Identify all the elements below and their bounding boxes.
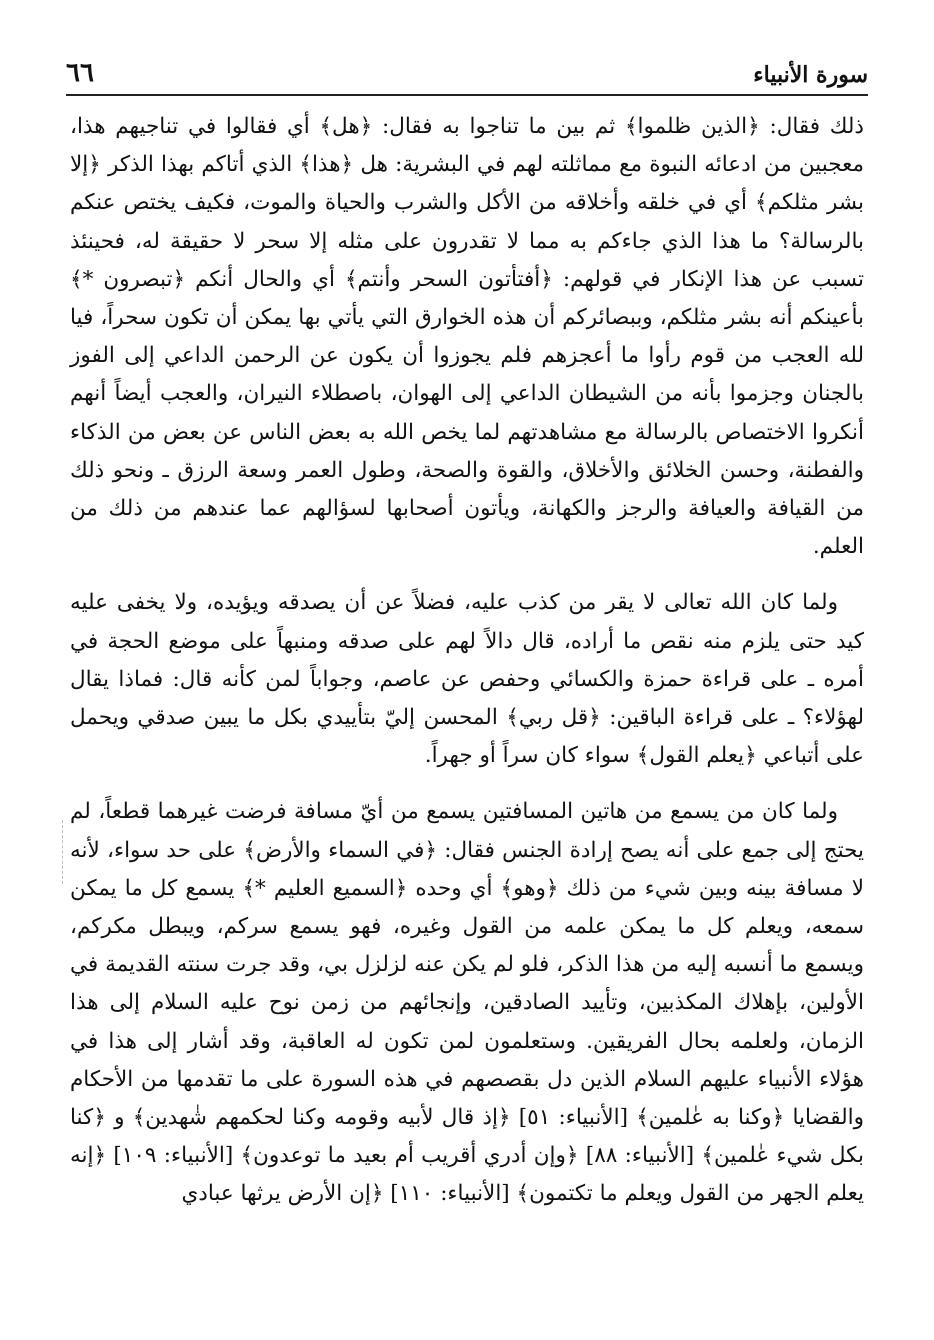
body-text bbox=[70, 108, 864, 1232]
surah-title: سورة الأنبياء bbox=[753, 62, 868, 88]
paragraph-3: ولما كان من يسمع من هاتين المسافتين يسمع من أيّ مسافة فرضت غيرهما قطعاً، لم يحتج إلى جمع على أنه يصح إرادة الجنس فقال: ﴿في السماء والأرض﴾ على حد سواء، لأنه لا مسافة بينه وبين شيء من ذلك ﴿وهو﴾ أي وحده ﴿السميع العليم *﴾ يسمع كل ما يمكن سمعه، ويعلم كل ما يمكن علمه من القول وغيره، فهو يسمع سركم، ويبطل مكركم، ويسمع ما أنسبه إليه من هذا الذكر، فلو لم يكن عنه لزلزل بي، وقد جرت سنته القديمة في الأولين، بإهلاك المكذبين، وتأييد الصادقين، وإنجائهم من زمن نوح عليه السلام إلى هذا الزمان، ولعلمه بحال الفريقين. وستعلمون لمن تكون له العاقبة، وقد أشار إلى هذا في هؤلاء الأنبياء عليهم السلام الذين دل بقصصهم في هذه السورة على ما تقدمها من الأحكام والقضايا ﴿وكنا به عٰلمين﴾ [الأنبياء: ٥١] ﴿إذ قال لأبيه وقومه وكنا لحكمهم شٰهدين﴾ و ﴿كنا بكل شيء عٰلمين﴾ [الأنبياء: ٨٨] ﴿وإن أدري أقريب أم بعيد ما توعدون﴾ [الأنبياء: ١٠٩] ﴿إنه يعلم الجهر من القول ويعلم ما تكتمون﴾ [الأنبياء: ١١٠] ﴿إن الأرض يرثها عبادي bbox=[70, 799, 864, 1207]
paragraph-1: ذلك فقال: ﴿الذين ظلموا﴾ ثم بين ما تناجوا به فقال: ﴿هل﴾ أي فقالوا في تناجيهم هذا، معجبين من ادعائه النبوة مع مماثلته لهم في البشرية: هل ﴿هذا﴾ الذي أتاكم بهذا الذكر ﴿إلا بشر مثلكم﴾ أي في خلقه وأخلاقه من الأكل والشرب والحياة والموت، فكيف يختص عنكم بالرسالة؟ ما هذا الذي جاءكم به مما لا تقدرون على مثله إلا سحر لا حقيقة له، فحينئذ تسبب عن هذا الإنكار في قولهم: ﴿أفتأتون السحر وأنتم﴾ أي والحال أنكم ﴿تبصرون *﴾ بأعينكم أنه بشر مثلكم، وببصائركم أن هذه الخوارق التي يأتي بها يمكن أن تكون سحراً، فيا لله العجب من قوم رأوا ما أعجزهم فلم يجوزوا أن يكون عن الرحمن الداعي إلى الفوز بالجنان وجزموا بأنه من الشيطان الداعي إلى الهوان، باصطلاء النيران، والعجب أيضاً أنهم أنكروا الاختصاص بالرسالة مع مشاهدتهم لما يخص الله به بعض الناس عن بعض من الذكاء والفطنة، وحسن الخلائق والأخلاق، والقوة والصحة، وطول العمر وسعة الرزق ـ ونحو ذلك من القيافة والعيافة والرجز والكهانة، ويأتون أصحابها لسؤالهم عما عندهم من ذلك من العلم. bbox=[70, 114, 864, 560]
margin-mark bbox=[62, 820, 64, 884]
page-number: ٦٦ bbox=[66, 58, 94, 88]
paragraph-2: ولما كان الله تعالى لا يقر من كذب عليه، فضلاً عن أن يصدقه ويؤيده، ولا يخفى عليه كيد حتى يلزم منه نقص ما أراده، قال دالاً لهم على صدقه ومنبهاً على موضع الحجة في أمره ـ على قراءة حمزة والكسائي وحفص عن عاصم، وجواباً لمن كأنه قال: فماذا يقال لهؤلاء؟ ـ على قراءة الباقين: ﴿قل ربي﴾ المحسن إليّ بتأييدي بكل ما يبين صدقي ويحمل على أتباعي ﴿يعلم القول﴾ سواء كان سراً أو جهراً. bbox=[70, 590, 864, 769]
page-header bbox=[66, 48, 868, 96]
